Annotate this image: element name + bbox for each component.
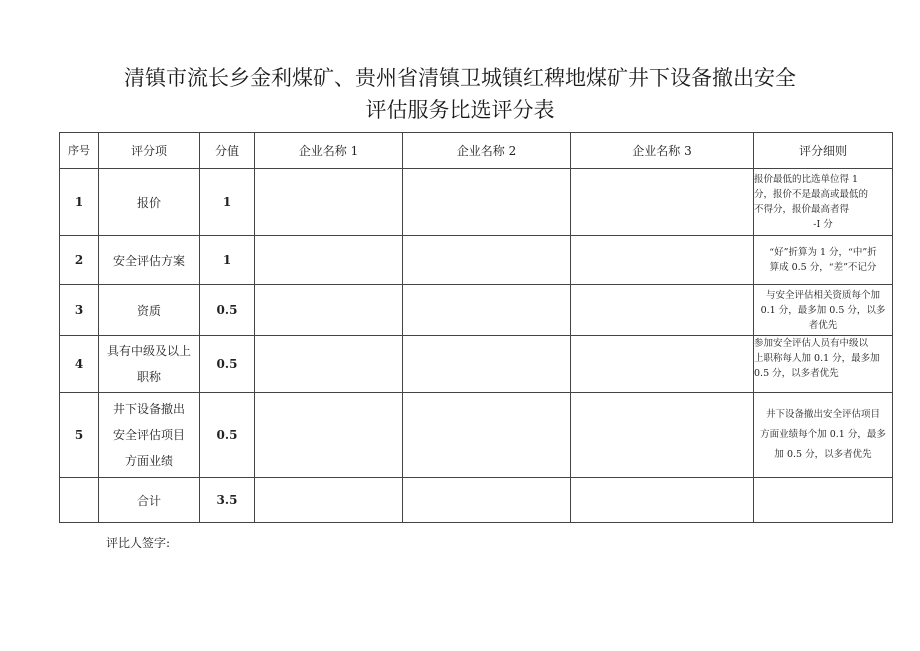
header-score: 分值 bbox=[200, 133, 255, 169]
company-3-score-cell[interactable] bbox=[571, 336, 754, 393]
row-score: 0.5 bbox=[200, 393, 255, 478]
company-2-score-cell[interactable] bbox=[403, 169, 571, 236]
row-item: 报价 bbox=[99, 169, 200, 236]
detail-line: “好”折算为 1 分，“中”折 bbox=[769, 247, 877, 258]
item-line: 井下设备撤出 bbox=[112, 402, 185, 416]
row-seq: 5 bbox=[60, 393, 99, 478]
company-1-score-cell[interactable] bbox=[255, 336, 403, 393]
header-item: 评分项 bbox=[99, 133, 200, 169]
row-seq: 3 bbox=[60, 285, 99, 336]
row-seq: 2 bbox=[60, 236, 99, 285]
detail-line: 井下设备撤出安全评估项目 bbox=[765, 409, 880, 420]
company-2-score-cell[interactable] bbox=[403, 336, 571, 393]
table-row bbox=[60, 336, 893, 393]
row-score: 1 bbox=[200, 169, 255, 236]
total-label: 合计 bbox=[99, 478, 200, 523]
detail-line: 0.5 分，以多者优先 bbox=[754, 368, 839, 379]
header-company-2: 企业名称 2 bbox=[403, 133, 571, 169]
detail-line: 与安全评估相关资质每个加 bbox=[765, 289, 880, 301]
item-line: 安全评估项目 bbox=[112, 428, 185, 442]
company-1-score-cell[interactable] bbox=[255, 169, 403, 236]
detail-line: 方面业绩每个加 0.1 分，最多 bbox=[760, 429, 886, 440]
detail-line: 参加安全评估人员有中级以 bbox=[754, 338, 869, 349]
detail-line: 算成 0.5 分，“差”不记分 bbox=[769, 262, 877, 273]
company-2-total-cell[interactable] bbox=[403, 478, 571, 523]
detail-line: 分，报价不是最高或最低的 bbox=[754, 189, 869, 200]
detail-line: 加 0.5 分，以多者优先 bbox=[774, 449, 872, 460]
row-score: 1 bbox=[200, 236, 255, 285]
row-item bbox=[99, 336, 200, 393]
company-1-score-cell[interactable] bbox=[255, 236, 403, 285]
item-line: 职称 bbox=[136, 370, 161, 384]
header-seq: 序号 bbox=[60, 133, 99, 169]
row-item bbox=[99, 393, 200, 478]
company-1-score-cell[interactable] bbox=[255, 393, 403, 478]
header-row bbox=[60, 133, 893, 169]
detail-line: -I 分 bbox=[813, 219, 833, 230]
detail-line: 者优先 bbox=[808, 319, 838, 331]
header-company-3: 企业名称 3 bbox=[571, 133, 754, 169]
detail-line: 不得分，报价最高者得 bbox=[754, 204, 850, 215]
detail-line: 上职称每人加 0.1 分，最多加 bbox=[754, 353, 880, 364]
row-detail bbox=[754, 169, 893, 236]
company-3-score-cell[interactable] bbox=[571, 169, 754, 236]
document-title-line-2: 评估服务比选评分表 bbox=[365, 98, 555, 122]
company-1-total-cell[interactable] bbox=[255, 478, 403, 523]
row-detail bbox=[754, 393, 893, 478]
row-item: 安全评估方案 bbox=[99, 236, 200, 285]
table-row bbox=[60, 169, 893, 236]
row-score: 0.5 bbox=[200, 336, 255, 393]
row-item: 资质 bbox=[99, 285, 200, 336]
item-line: 方面业绩 bbox=[124, 454, 173, 468]
item-line: 具有中级及以上 bbox=[106, 344, 191, 358]
total-seq bbox=[60, 478, 99, 523]
signature-label: 评比人签字: bbox=[106, 536, 171, 550]
total-score: 3.5 bbox=[200, 478, 255, 523]
row-detail bbox=[754, 285, 893, 336]
row-seq: 4 bbox=[60, 336, 99, 393]
header-company-1: 企业名称 1 bbox=[255, 133, 403, 169]
company-1-score-cell[interactable] bbox=[255, 285, 403, 336]
table-row bbox=[60, 285, 893, 336]
row-detail bbox=[754, 336, 893, 393]
document-title-line-1: 清镇市流长乡金利煤矿、贵州省清镇卫城镇红稗地煤矿井下设备撤出安全 bbox=[124, 66, 796, 90]
scoring-table bbox=[59, 132, 893, 523]
total-row bbox=[60, 478, 893, 523]
company-3-score-cell[interactable] bbox=[571, 236, 754, 285]
detail-line: 报价最低的比选单位得 1 bbox=[754, 174, 859, 185]
company-2-score-cell[interactable] bbox=[403, 393, 571, 478]
detail-line: 0.1 分，最多加 0.5 分，以多 bbox=[760, 304, 886, 316]
company-3-score-cell[interactable] bbox=[571, 285, 754, 336]
row-seq: 1 bbox=[60, 169, 99, 236]
header-detail: 评分细则 bbox=[754, 133, 893, 169]
row-score: 0.5 bbox=[200, 285, 255, 336]
company-2-score-cell[interactable] bbox=[403, 236, 571, 285]
table-row bbox=[60, 393, 893, 478]
total-detail bbox=[754, 478, 893, 523]
company-3-total-cell[interactable] bbox=[571, 478, 754, 523]
table-row bbox=[60, 236, 893, 285]
company-3-score-cell[interactable] bbox=[571, 393, 754, 478]
company-2-score-cell[interactable] bbox=[403, 285, 571, 336]
row-detail bbox=[754, 236, 893, 285]
